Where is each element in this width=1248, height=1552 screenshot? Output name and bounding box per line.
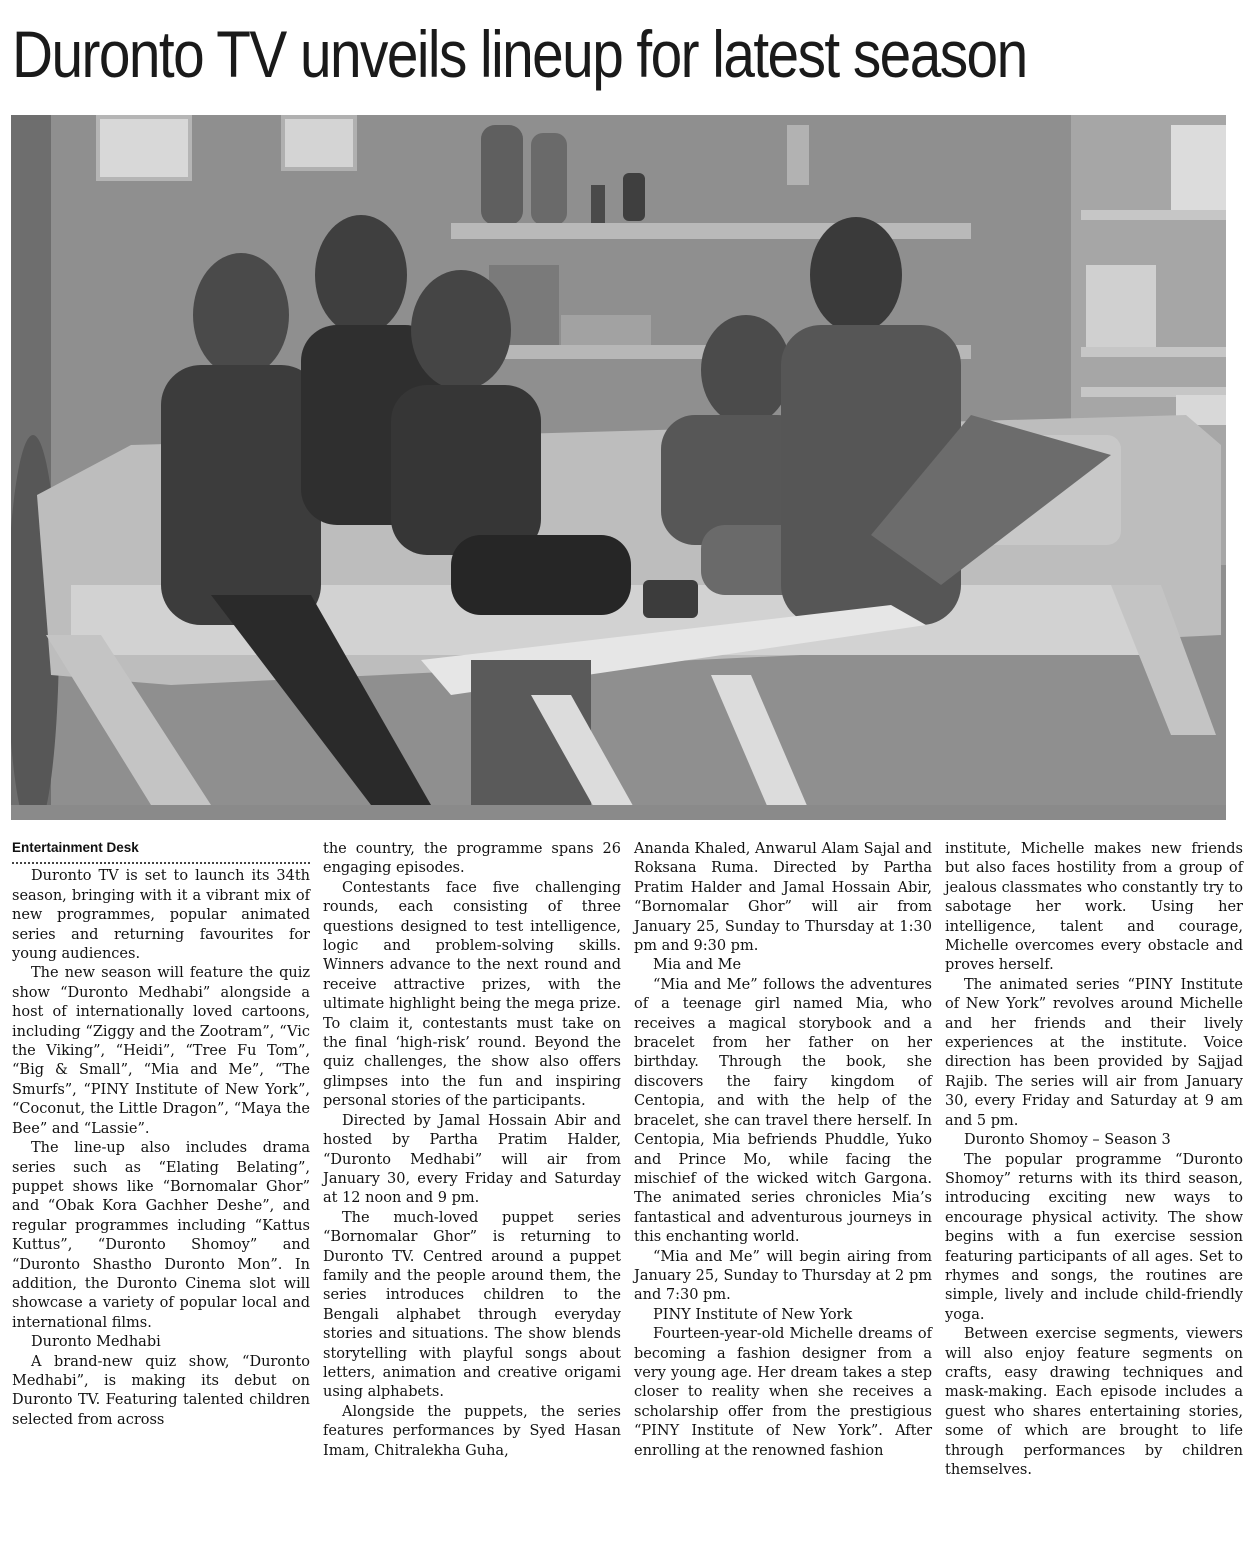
subheading: Duronto Shomoy – Season 3 [964,1132,1171,1149]
paragraph: The animated series “PINY Institute of New York” revolves around Michelle and her friends and their lively experiences at the institute. Voice direction has been provided by Sajjad Rajib. The series will air from January 30, every Friday and Saturday at 9 am and 5 pm. [945,976,1243,1129]
paragraph: “Mia and Me” follows the adventures of a teenage girl named Mia, who receives a magical storybook and a bracelet from her father on her birthday. Through the book, she discovers the fairy kingdom of Centopia, and with the help of the bracelet, she can travel there herself. In Centopia, Mia befriends Phuddle, Yuko and Prince Mo, while facing the mischief of the wicked witch Gargona. The animated series chronicles Mia’s fantastical and adventurous journeys in this enchanting world. [634,976,932,1246]
paragraph: The much-loved puppet series “Bornomalar Ghor” is returning to Duronto TV. Centred around a puppet family and the people around them, the series introduces children to the Bengali alphabet through everyday stories and situations. The show blends storytelling with playful songs about letters, animation and creative origami using alphabets. [323,1209,621,1401]
subheading: Duronto Medhabi [31,1334,161,1351]
paragraph: Duronto TV is set to launch its 34th season, bringing with it a vibrant mix of new programmes, popular animated series and returning favourites for young audiences. [12,868,310,963]
paragraph: “Mia and Me” will begin airing from January 25, Sunday to Thursday at 2 pm and 7:30 pm. [634,1248,932,1304]
article-column-3 [634,840,932,1461]
paragraph-continued: the country, the programme spans 26 engaging episodes. [323,841,621,877]
paragraph: Directed by Jamal Hossain Abir and hosted by Partha Pratim Halder, “Duronto Medhabi” will air from January 30, every Friday and Saturday at 12 noon and 9 pm. [323,1112,621,1207]
paragraph: Alongside the puppets, the series features performances by Syed Hasan Imam, Chitralekha Guha, [323,1403,621,1459]
article-column-1 [12,838,310,1430]
paragraph: The line-up also includes drama series such as “Elating Belating”, puppet shows like “Bornomalar Ghor” and “Obak Kora Gachher Deshe”, and regular programmes including “Kattus Kuttus”, “Duronto Shomoy” and “Duronto Shastho Duronto Mon”. In addition, the Duronto Cinema slot will showcase a variety of popular local and international films. [12,1140,310,1331]
paragraph: The popular programme “Duronto Shomoy” returns with its third season, introducing exciting new ways to encourage physical activity. The show begins with a fun exercise session featuring participants of all ages. Set to rhymes and songs, the routines are simple, lively and include child-friendly yoga. [945,1151,1243,1323]
subheading: PINY Institute of New York [653,1306,853,1323]
paragraph: Contestants face five challenging rounds, each consisting of three questions designed to test intelligence, logic and problem-solving skills. Winners advance to the next round and receive attractive prizes, with the ultimate highlight being the mega prize. To claim it, contestants must take on the final ‘high-risk’ round. Beyond the quiz challenges, the show also offers glimpses into the fun and inspiring personal stories of the participants. [323,879,621,1110]
subheading: Mia and Me [653,957,742,974]
headline: Duronto TV unveils lineup for latest season [12,17,1027,91]
paragraph: A brand-new quiz show, “Duronto Medhabi”, is making its debut on Duronto TV. Featuring talented children selected from across [12,1353,310,1428]
byline: Entertainment Desk [12,838,310,864]
paragraph: The new season will feature the quiz show “Duronto Medhabi” alongside a host of internationally loved cartoons, including “Ziggy and the Zootram”, “Vic the Viking”, “Heidi”, “Tree Fu Tom”, “Big & Small”, “Mia and Me”, “The Smurfs”, “PINY Institute of New York”, “Coconut, the Little Dragon”, “Maya the Bee” and “Lassie”. [12,965,310,1137]
article-column-2 [323,840,621,1461]
paragraph: Fourteen-year-old Michelle dreams of becoming a fashion designer from a very young age. Her dream takes a step closer to reality when she receives a scholarship offer from the prestigious “PINY Institute of New York”. After enrolling at the renowned fashion [634,1326,932,1459]
paragraph: Between exercise segments, viewers will also enjoy feature segments on crafts, easy drawing techniques and mask-making. Each episode includes a guest who shares entertaining stories, some of which are brought to life through performances by children themselves. [945,1326,1243,1478]
photo-group-on-sofa [11,115,1226,820]
paragraph-continued: Ananda Khaled, Anwarul Alam Sajal and Roksana Ruma. Directed by Partha Pratim Halder and Jamal Hossain Abir, “Bornomalar Ghor” will air from January 25, Sunday to Thursday at 1:30 pm and 9:30 pm. [634,841,932,955]
paragraph-continued: institute, Michelle makes new friends but also faces hostility from a group of jealous classmates who constantly try to sabotage her work. Using her intelligence, talent and courage, Michelle overcomes every obstacle and proves herself. [945,841,1243,974]
article-column-4 [945,840,1243,1480]
